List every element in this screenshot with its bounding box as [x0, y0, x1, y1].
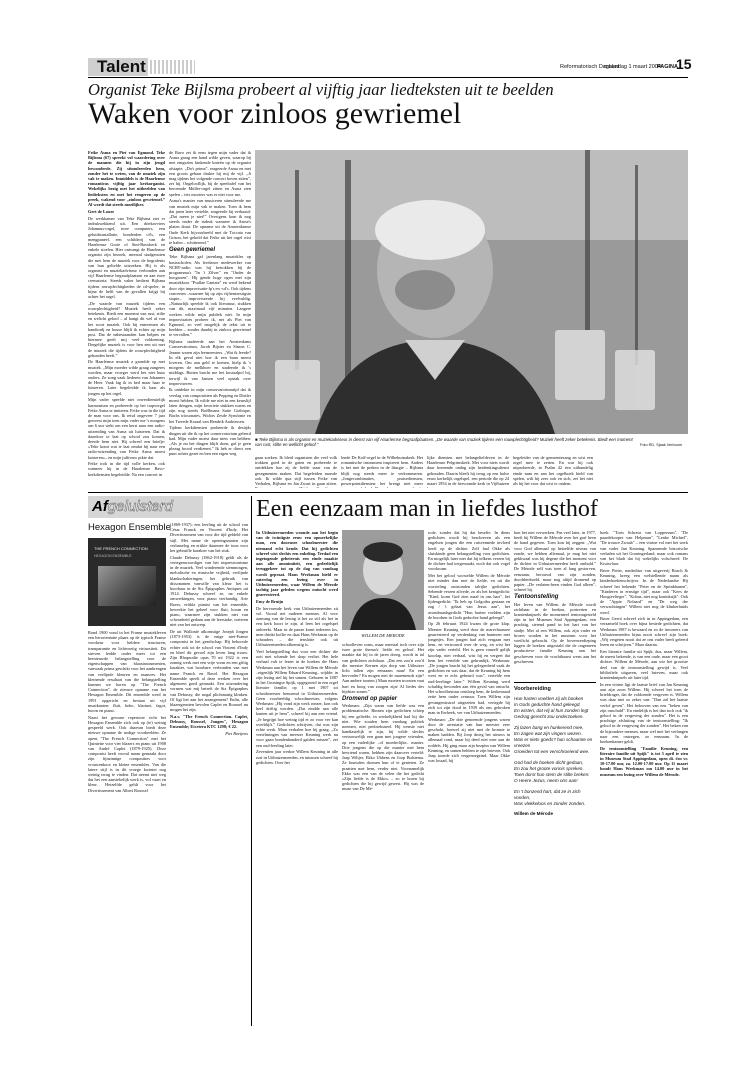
afgeluisterd-discography: N.a.v. "The French Connection. Caplet, Debussy, Roussel, Jongen", Hexagon Ensemble; Etcetera KTC 1298; € 22. — [170, 713, 248, 730]
article2-col5 — [600, 530, 688, 1026]
afgeluisterd-paragraph: (1869-1937); een leerling uit de school van César Franck en Vincent d'Indy. Het Divertissement van voor die tijd geldeld van stijl. Met name de openingsmaten zijn verbanelog en ertikte daarmee de toon voor het gebruifle karakter van het stuk. — [170, 522, 248, 554]
article2-paragraph: kon het niet verwerken. Pas veel later, in 1977, heeft hij Willem de Mérode over het graf heen de hand gegeven. Toen kon hij zeggen: „Wat voor God allemaal op hetzelfde niveau van zonde, we hebben allemaal, je mag het niet gekkwaal was hij degene die het moment voor de dichter in Uithuizermeeden heeft onthuld.” De Mérode zelf was toen al lang gestorven, eenzaam, berouwd van zijn zonden, doodsbedroeld. maar nog altijd dromend op papier. „De verlaten-heen vinden God alleen”, schreef hij. — [514, 530, 596, 593]
article1-paragraph: lende De Koff-orgel in de Wilhelminakerk. Het romantische instrument inspireert hem. Anders is het met de preken in de liturgie – Bijlsma blijft nog steeds meer te verkommeren. „Jongecombinaties, praisediensten, powerpointdiensten: het brengt niet meer — [341, 455, 423, 487]
article2-paragraph: Op 26 februari 1924 kwam de grote klap. Meester Keuning werd door de marechaussee gearresteerd op verdenking van hanteren met jongetjes. Een jongen had zich vergaan met hem, en vertrouwd over de weg, en wist het zijn vader verteld. Het is geen vanzelf gelijk koorlap, niet verhaal, wist hij en vergeet dat hem het vertelde van gebrunlijk. Werkman: „De jongen bracht bij het gelegenheid vaak de gedichten en was daar, dat de Keuning bij hem weet en er echt gebeurd was”, vertelde een oud-leerlinge later.” Willem Keuning werd schuldig bevonden aan één geval van ontucht. Het schoolbestuur ontsloeg hem, de kerkenraad zette hem onder censuur. Toen Willem zijn gevangenisstraf uitgezeten had, vertegde hij zich tot zijn dood in 1939 als ons gebroken man in Eerbeek, ver van Uithuizermeeden. — [428, 621, 510, 715]
article1-paragraph: Tijdens kerkdiensten probeerde ik destijds dingen uit die ik op het conservatorium geleerd had. Mijn vader moest daar niets van hebben: „Als je nu het dingen blijft doen, gaf je geen plezag brood verdienen.” Ik heb er direct een punt achter gezet en ben een eigen weg — [169, 425, 251, 457]
header-date: maandag 1 maart 2004 — [604, 64, 661, 70]
poem-line: Toen dorst hun stem de stilte breken: — [514, 772, 590, 777]
poem-line: Hun harten voelden zij als booken — [514, 696, 584, 701]
article2-paragraph: Het leven van Willem de Mérode wordt zichtbaar in de boeken, portretten en krantenknipsels die momenteel tentoongesteld zijn in het Museum Stad Appingedam, een prachtig, sierend pand in het hart van het stadje. Met al een Willem, ook zijn vader en broers worden in het museum voor het voetlicht gebracht. Op de bovenverdieping liggen de boeken uitgestald die de ongemeen productieve familie Keuning aan het geschreven voor de vruchtbaarst wens aan het geschreven. — [514, 601, 596, 664]
poem-line: En 't bonzend hart, dat ze in zich vonden, — [514, 789, 581, 800]
cd-cover-art — [98, 566, 156, 606]
poem-line: En zou het groote vonnis spreken. — [514, 766, 584, 771]
poem-line: O Heere Jezus, neem ons aan! — [514, 778, 578, 783]
article2-paragraph: schoolleven soms, maar meestal toch over zijn twee grote thema's: liefde en geloof. Het maakte dat hij in de jaren droeg, wordt in tal van gedichten zichtbaar. „Dat een zoo'n zoo'd die meester Kernen zijn dorp van Uithuizer licht tallen zijn eenzaam man! En een hervorder? En mogen niet de maremends zijn? Aan andere toonen.) Maar moeten troosten vaat hart en hoog van zoogen zijn/ Al liedes des bijdstze zonen.” — [342, 642, 424, 694]
article1-paragraph: Asma's manier van musiceren stimuleerde me van muziek mijn vak te maken. Toen ik hem dat jaren later vertelde, reageerde hij verbaasd: „Dat meen je niet!” Overigens kom ik nog steeds onder de indruk wanneer ik Asma's platen draai. De opname uit de Amsterdamse Oude Kerk bijvoorbeeld met de Toccata van Grison, het gekold dat Feike uit het orgel wist te halen – schitterend.” — [169, 198, 251, 245]
afgeluisterd-author: Piet Boetjens — [225, 730, 248, 736]
poem-line: In Gods geduchte hand geleegd, — [514, 702, 581, 707]
article2-col3 — [428, 530, 510, 1026]
afgeluisterd-col1 — [88, 630, 166, 1025]
poem-line: En zagen wat zijn vingers wezen. — [514, 731, 582, 736]
article1-paragraph: Mijn vader speelde niet onverdienstelijk harmonium en probeerde op het trapvorgel Feike Asma te imiteren. Feike was in die tijd de man voor ons. Ik reisd ongeveer 7 jaar geweest mijn toen mijn vader me 's morgens om 6 uur wekt om een kerst naar een radio-uitzending van Asma uit luisteren. Dat ik daardoor te laat op school zou komen, deerde hem niet. Hij schreef een briefje: «Teke komt wat te laat omdat hij naar een radio-uitzending van Feike Asma moest luisteren»– en mijn juffrouw pikte dat. — [88, 397, 165, 460]
article1-paragraph: de Bavo zei ik eens tegen mijn vader dat ik Asma graag een hand wilde geven, waarop hij met enigszins kinkende knieën op de organist afstapte. „Da's prima”, reageerde Asma en met een groots gebaar drukte hij mij de vijf. „Ji mag tijdens het volgende concert boven zitten”, zei hij. Ongelooflijk, bij de speeltafel van het beroemde Müller-orgel zitten en Asma zien spelen – iets mooiers was er niet voor me. — [169, 150, 251, 197]
afgeluisterd-paragraph: De uit Wallonië afkomstige Joseph Jongen (1873-1953) is de enige niet-Franse componist in het gezelschap. Hij behoorde echter ook tot de school van Vincent d'Indy en bleef dit gevoel zijn leven lang trouw. Zijn Rhapsodie opus 70 uit 1922 is een zonnig werk met een vrije vorm en een giftig karakter, wat hoorbare verbonden van met name Franck en Ravel. Het Hexagon Ensemble speelt al deze werken over het algemeen goed gemaakt. Een uitzondering vormen wat mij betreft de Six Épigraphes van Debussy, die nogal plichtmatig klinken. Of ligt het aan het arrangement? Enfin, alle blazergenoten bevolen Caplet en Roussel nu mogen het zijn. — [170, 629, 248, 713]
article1-kicker: Organist Teke Bijlsma probeert al vijftig jaar liedteksten uit te beelden — [88, 80, 554, 99]
article1-photo — [255, 150, 688, 434]
poem-line: Was vlekkeloos en zonder zonden. — [514, 801, 586, 806]
article1-col3 — [255, 455, 337, 488]
header-pattern — [150, 60, 195, 74]
afgeluisterd-title: Hexagon Ensemble — [88, 522, 171, 533]
article2-portrait — [342, 530, 424, 630]
afgeluisterd-paragraph: Claude Debussy (1862-1918) geldt als de vertegenwoordiger van het impressionisme in de muziek. Veel winderende stemmingen, melodische en ritmische vrijheid, verfijnde klankschakeringen, het gebruik van dissonanten vanwille van kleur: het is hoorbaar in de Six Épigraphes Antiques uit 1914. Debussy schreef ze, na enkele omwerkingen, voor piano vierhandig. Arie Boers, ertikla pianist van het ensemble, bewerkte het geheel voor fluit, hoorn en piano, waarmee zijn stukken niet van schoonheid gedaan aan de leerstake, sorteren niet van het ontwerp. — [170, 554, 248, 628]
article1-col5 — [427, 455, 509, 488]
article1-paragraph: Ik ontdekte in mijn conservatoriumtijd dat ik verslag van componisten als Pepping en Distler moest hebben. Ik wilde me niet in een keurslijf laten dringen, mijn favoriete stukken waren en zijn nog steeds Boëllmans Suite Gothique, Bachs triosonates, Widors Zesde Symfonie en het Tweede Koraal van Hendrik Andriessen. — [169, 387, 251, 424]
poem-line: En wisten, dat Hij al hun zonden legt — [514, 708, 589, 713]
poem-line: Gedrag gerecht zou onderzoeken. — [514, 714, 584, 719]
article1-paragraph: „De waarde van muziek tijdens een rouwplechtigheid? Muziek heeft zeker betekenis. Biedt een moment van rust, stilte en welicht geloof – al hangt dit wel af van het soort muziek. Ook bij entreemen als bandiordj en house blijft ik echter op mijn post. Dat de nabestaanden kan helpen en hiermee geeft mij veel voldoening. Dergelijke muziek is voor hen een uit met de muziek die tijdens de rouwplechtigheid gebonden heeft.” — [88, 300, 165, 358]
article2-paragraph: Met het geloof worstelde Willem de Mérode niet minder dan met de liefde, en uit die worsteling ontstonden talrijke gedichten. Sebende verzen zilvede, zo als het kenigedicht: "Kind, komt God zien maal in ons hart", het lijdengedicht: "Ik heb op Golgotha gestaan en zag / 't gelaat van Jezus aan", het avondmaalsgedicht "Hun harten voelden zijn de boodsen in Gods geduchte hand geleegd". — [428, 573, 510, 620]
afgeluisterd-label — [92, 498, 173, 515]
poem-author: Willem de Mérode — [514, 811, 554, 816]
article1-paragraph: Bijlsma studeerde aan het Amsterdams Conservatorium, Jacob Bijster en Simon C. Jansen waren zijn leermeesters. „Wat ik leerde? In elk geval niet hoe ik een baan moest loveren. Om aan geld te komen, hielp ik 's morgens de melkboer en studeerde ik 's middags. Buiten bracht me het kostaalpol bij, terwijl ik van Jansen veel opstak over improviseren. — [169, 339, 251, 386]
afgeluisterd-paragraph: Rond 1900 vond in het Franse muziekleven een herorientatie plaats op de typisch Franse voorkeur voor heldere structuren, transparantie en lichtvoetig virtuositeit. Dit streven leidde onder meer tot een hernieuwde belangstelling voor de eigenschappen van blaasinstrumenten, vanwaak prima geschikt voor het aanbrengen van verfijnde kleuren en nuances. Het kleinende resultaat van die belangstelling kunnen we horen op "The French Connection", de nieuwe opname van het Hexagon Ensemble. Dit ensemble werd in 1991 opgericht en bestaat uit vijf muzikanten: fluit, hobo, klarinet, fagot, hoorn en piano. — [88, 630, 166, 714]
afgeluisterd-paragraph: Naast het gewone repertoire richt het Hexagon Ensemble zich ook op (te) weinig gespeeld werk. Ook daarvan biedt deze nieuwe opname de nodige voorbeelden. Ze opent "The French Connection" met het Quintette voor vier blazers en piano uit 1908 van André Caplet (1879-1925). Deze componist heeft vooral naam gemaakt door zijn fijnzinnige composities voor vrouwenkoor en kleine ensembles. Van die latere stijl is in dit vroege kwintet nog weinig terug te vinden. Dat neemt niet weg dat het een aanstekelijk werk is, vol vaart en kleur. Hetzelfde geldt voor het Divertissement van Albert Roussel — [88, 714, 166, 793]
poem-line: Zij lazen bang en hunkerend mee, — [514, 725, 584, 730]
article2-col2 — [342, 642, 424, 1026]
article2-subhead: Dromend op papier — [342, 696, 398, 703]
section-label: Talent — [97, 57, 146, 76]
article2-col4 — [514, 530, 596, 675]
article2-paragraph: Werkman: „De drie genoemde jongens waren door de arrestatie van hun meester zeer geschokt, hoewel zij niet met de bronste te maken hadden. Bij Joop droeg het nieuws in allemaal rond, maar hij deed niet mee aan de roddels. Hij ging maar zijn bezptin van Willem Keuning, en samen hebben te zijn brieven. Ook Jaap toonde zich vergenoegzind. Maar Okke was lossad, hij — [428, 716, 510, 764]
article2-intro: In Uithuizermeeden woonde aan het begin van de twintigste eeuw een opmerkelijke man, een doorsnee schoolmeester die niemand echt kende. Dat hij gedichten schreef wist slechts een enkeling. Terdad een ingetogende geheternis een einde maakte aan alle anonimiteit, een gedeeltelijk teruggekeer tot op de dag van vandaag wordt gepraat. Hans Werkman hield er zaterdag een lezing over in Uithuizermeeden, waar Willem de Mérode tachtig jaar geleden wegens ontucht werd gearresteerd. — [256, 530, 338, 598]
afgeluisterd-suffix: geluisterd — [107, 498, 173, 515]
exhibition-note: De tentoonstelling "Familie Keuning, een literaire familie uit Spijk" is tot 3 april te zien in Museum Stad Appingedam, open di. t/m vr. 10-17.00 uur, za. 12.00-17.00 uur. Op 11 maart houdt Hans Werkman om 14.00 uur in het museum een lezing over Willem de Mérode. — [600, 745, 688, 777]
article2-paragraph: Veel belangstelling dus voor een dichter die ooit met schande het dorp verliet. Het hele verhaal valt te lezen in de boeken die Hans Werkman aan het leven van Willem de Mérode –eigenlijk Willem Eduard Keuning– wijdde; in zijn lezing stel hij het samen. Geboren in 1887 in het Groningse Spijk, opgegroeid in een orgel literaire familie, op 1 mei 1907 tot schoolmeester benoemd in Uithuizermeeden. Geen voorbeeldig schoolmeester, volgens Werkman: „Hij vond zijn werk ronzer, kon ook heel driftig worden. „Dat eindde aan alle kanten uit je hem”, schreef hij aan een vriend. „Je begrijpt hoe weinig tijd er zo voor ver kan overblijft.” Gedichten schrijven, dat was zijn echte werk. Maar verhalen hoe hij graag. „Zo vertelmingen van meester Keuning werk nu voor gaan bondenhanderd gaïden missen”, zei een oud-leerling later. — [256, 648, 338, 748]
cd-cover-sub: HEXAGON ENSEMBLE — [94, 554, 132, 558]
column-divider — [251, 496, 252, 1026]
article2-paragraph: Broer Pieter, mededitor van uitgeverij Bosch & Keuning, kreeg een welstellende naam als kinderboekenschrijver. In de Nederlandse Hij schreef het bekende "Peter en de Sprinkhanen", "Kinderen in ernstige tijd", maar ook "Kees de Hoogtevlieger", "Kobus, niet nog koninkrijk". Ook de "Appie Nolaard" en "De weg der verwachtingen" Willem niet nog de klinkerhuids werd. — [600, 567, 688, 615]
article2-portrait-caption: WILLEM DE MERODE — [361, 633, 405, 638]
afgeluisterd-col2 — [170, 522, 248, 1025]
article2-paragraph: In een vitrine ligt de laatste brief van Jan Keuning aan zijn zoon Willem. Hij schreef het toen de briefdrager, dat de voldoende vergeven is. Willem was daar niet zo zeker van: "Dan zal het laatste verlof geven". Het belooven van een "beken van zijn onschuld". En eindelijk is het dan toch ook "ik geloof in de vergeving der zonden". Het is een prachtige afsluiting van de tentoonstelling: "Ik geloof in de vergeving der zonden". Het beken van de bijzondere mensen, maar wel met het verlangen naar een ontzegen, zo eenzaam. In de boekenkamer geldt. — [600, 681, 688, 744]
article1-paragraph: gaan zoeken. Ik bleid organisten die veel volk trokken goed in de gaten en probeerde te ontdekken hoe zij de liefde staar van de gesegmenten maken. Dat begeleiden marsde ook. Ik wilde qua stijl tussen Feike van Verhalen, Bijlsma en Jan Zwart in gaan zitten. — [255, 455, 337, 487]
article2-paragraph: Broer Gerrit schreef zich in in Appingedam, een verzameld boek over bijna bestede gedichten, dat Werkman 1987 is bewaard en zo de inwoners van Uithuizermeeden bijna nooit schreef zijn boek: „Wij vergeten nooit dat ze ons vader heeft geleerd lezen en schrijven.” Maar daarna. — [600, 616, 688, 648]
article1-paragraph: Feike trok in die tijd volle kerken, ook wanneer hij in de Haarlemse Bavo-kerkdiensten begeleidde. Na een concert in — [88, 461, 165, 477]
article1-subhead: Geen gewriemel — [169, 247, 216, 254]
article1-paragraph: De Haarlemse muziek a grondde op met muziek. „Mijn moeder wilde graag zangeres worden, maar vroeger werd het niet buur ouders. Ze zong vaak liederen van Johannes de Heer. Vaak lag ik in bed maar haar te luisteren. Later begeleidde ik haar als jongen op het orgel. — [88, 359, 165, 396]
article2-subhead: Tentoonstelling — [514, 594, 559, 601]
cd-cover — [88, 538, 166, 626]
article2-paragraph: Werkman: „Zijn warm van liefde was een problematische. Binnen zijn gedichten schiep hij een geliefde, in werkelijkheid had hij die niet. Wie zouden hem vandaag politiek noemen, niet pedoseksueel. Hij wenste niet handtastelijk te zijn, hij wilde slechts vertrouwelijk een gaan met jongere vrienden, op een vaderlijke –of moederlijke– manier. Drie jongens die op die manier met hem bevriend waren, hebben zijn daarover verteld: Jaap Wiltjer, Ekko Ubbens en Joop Bulstema. Ze bouwden dromen hun of te genieten. Ze praatten met hem, verder niet. Voornamelijk Ekko was een van de velen die het gedicht «Zijn liefde is de Ekko» – zo te horen bij gedichten die hij gewijd gewest. Hij was de muze van De Mé- — [342, 703, 424, 792]
poem-rule — [514, 682, 596, 683]
pagina-label: PAGINA — [657, 64, 678, 70]
article2-paragraph: Zeventien jaar werkte Willem Keuning in alle rust in Uithuizermeeden, en intussen schreef hij gedichten. Over het — [256, 749, 338, 765]
cd-cover-title: THE FRENCH CONNECTION — [94, 546, 148, 551]
article1-photo-caption: ■ Teke Bijlsma is als organist en muziekadviseur in dienst van vijf Haarlemse begraafplaatsen. „De waarde van muziek tijdens een rouwplechtigheid? Muziek heeft zeker betekenis. Biedt een moment van rust, stilte en wellicht geloof.” — [255, 437, 633, 447]
article1-col2 — [169, 150, 251, 488]
portrait-graphic — [342, 530, 424, 630]
article2-byline: Emy de Bruijn — [256, 599, 284, 605]
section-divider — [88, 492, 688, 493]
article2-col1 — [256, 530, 338, 1026]
article1-intro: Feike Asma en Piet van Egmond. Teke Bijlsma (67) spreekt vol waardering over de mannen die hij in zijn jeugd bewonderde. Zij stimuleerden hem, zonder het te weten, van de muziek zijn vak te maken. Inmiddels is de Haarlemse romanticus vijftig jaar kerkorganist. Wekelijks bezig met het uitbeelden van liedteksten en met het rengeren op de preek, wakend voor „zinloos gewriemel.” Al wordt dat steeds moeilijker. — [88, 150, 165, 208]
afgeluisterd-prefix: Af — [92, 498, 108, 515]
article1-byline: Gert de Looze — [88, 209, 115, 215]
poem — [514, 696, 596, 807]
article1-headline: Waken voor zinloos gewriemel — [88, 97, 462, 130]
article1-col6 — [513, 455, 593, 488]
article2-headline: Een eenzaam man in liefdes lusthof — [256, 496, 598, 522]
article1-paragraph: begeleider van de gemeentezang en wist een orgel mee te zetten. En wat hij ook uitprobeerde, in Psalm 42 een uitbundelig einde nam en aan het orgelboek hield van spelen, wilt hij zeer ook en sich, zei het niet als hij het voor dat wist te ondern. — [513, 455, 593, 487]
article1-paragraph: Teke Bijlsma gaf jarenlang muziekles op basisscholen. Als freelance medewerker van NCRV-radio was hij betrokken bij de programma's "In 't Zilver" en "Onder de hoogtoren". Hij gende hoge ogen met zijn muziekkoor "Psallae Cantate" en werd bekend door zijn improvisatie-lp's en -cd's. Ook tijdens concerten –waarnee hij op zijn vijftentzestigste stopte– improviseerde hij veelvuldig. „Natuurlijk speelde ik ook literatuur, stukken van dit, maximaal vijf minuten. Langere werken wilde mijn publiek niet. In mijn improvisaties probeer ik, net als Piet van Egmond, zo veel mogelijk de tekst uit te beelden – zonder daarbij in zinloos gewriemel te vervallen.” — [169, 254, 251, 338]
article2-paragraph: De hervormde kerk van Uithuizermeeden zit vol. Vooral net ouderen mensen. Al voor aanvang van de lezing is het zo stil als het in een kerk hoort te zijn, al leen het orgelspel onbreekt. Maar in de pauze komt iedereen los, men drinkt koffie en daat Hans Werkman op de schouders – die tenslotte ook uit Uithuizermeeden afkomstig is. — [256, 605, 338, 648]
poem-line: Was er niets goeds? hun schaamte en vreezen — [514, 737, 593, 748]
poem-line: God had de boeken dicht gedaan, — [514, 760, 584, 765]
article1-col1 — [88, 150, 165, 488]
article1-col4 — [341, 455, 423, 488]
article2-paragraph: rode, zonder dat hij dat besefte. In diens gedichten wordt hij beschreven als een engelsen jongen die een ruisvennede invloed heeft op de dichter. Zelf had Okke als sluiskinde geen belangstelling voor gedichten. En mogelijk later niet dat hij telkens verzen bij de dichter had toegemaakt, noch dat ook vogel voorkwam. — [428, 530, 510, 572]
poem-box — [514, 682, 596, 1026]
article1-paragraph: De werkkamer van Teke Bijlsma ziet er indrukwekkend uit. Een driekavviers Johannus-orgel, twee computers, een geluidsinstallatie, honderden cd's, een mengpaneel, een schilderij van de Haarlemse Grote of Sint-Bavokerk en enkele stoelen. Hier ontvangt de Haarlemse organist zijn bezoek, meestal studgenoten die met hem de muziek voor de begrafenis van hun geliefde uitzoeken. Hij is als organist en muziekadviseur verbonden aan vijf Haarlemse begraafplaatsen en aan twee crematoria. Steeds vaker bedient Bijlsma tijdens rouwplechtigheden de cd-speler, in bijna de helft van de gevallen krijgt hij achter het orgel. — [88, 215, 165, 299]
article1-photo-credit: Foto RD, Sjaak Verboom — [640, 443, 682, 447]
masthead: Reformatorisch Dagblad — [560, 64, 620, 70]
poem-title: Voorbereiding — [514, 686, 551, 692]
page-number: 15 — [676, 56, 692, 72]
article2-paragraph: boek. "Trots Schreur van Loppersum", "De paardekooper van Helpman", "Lenke Michiel", "De trouwe Zwaab" – een vitrine vol met het werk van vader Jan Keuning. Spannende historische verhalen uit het Groningerland, maar ook romans van het bladt dat hij wekelijks volschreef: De Kruisvlaar. — [600, 530, 688, 567]
poem-line: Groeiden tot een verschroeiend wee. — [514, 749, 590, 754]
portrait-graphic — [255, 150, 688, 434]
article1-paragraph: lijke diensten met belangeliefdeven in de Haarlemse Pelgrimskerk. Met voor niets wordt daar komende ondag zijn herdenkingsdienst gehouden. Daarin bleeft hij terug op een halve eeuw kerkelijk orgelspel, een periode die op 24 maart 1954 in de hervormde kerk in Vijfhuizen — [427, 455, 509, 487]
header-rule — [88, 77, 688, 78]
article2-paragraph: Een literaire familie uit Spijk, dus, maar Willem, de meest bekende, is van een oude, maar een groot dichter. Willem de Mérode, aan wie het grootste deel van de tentoonstelling gewijd is. Veel bibliofiele uitgaven, veel brieven, maar ook krantenknipsels uit later tijd. — [600, 648, 688, 680]
